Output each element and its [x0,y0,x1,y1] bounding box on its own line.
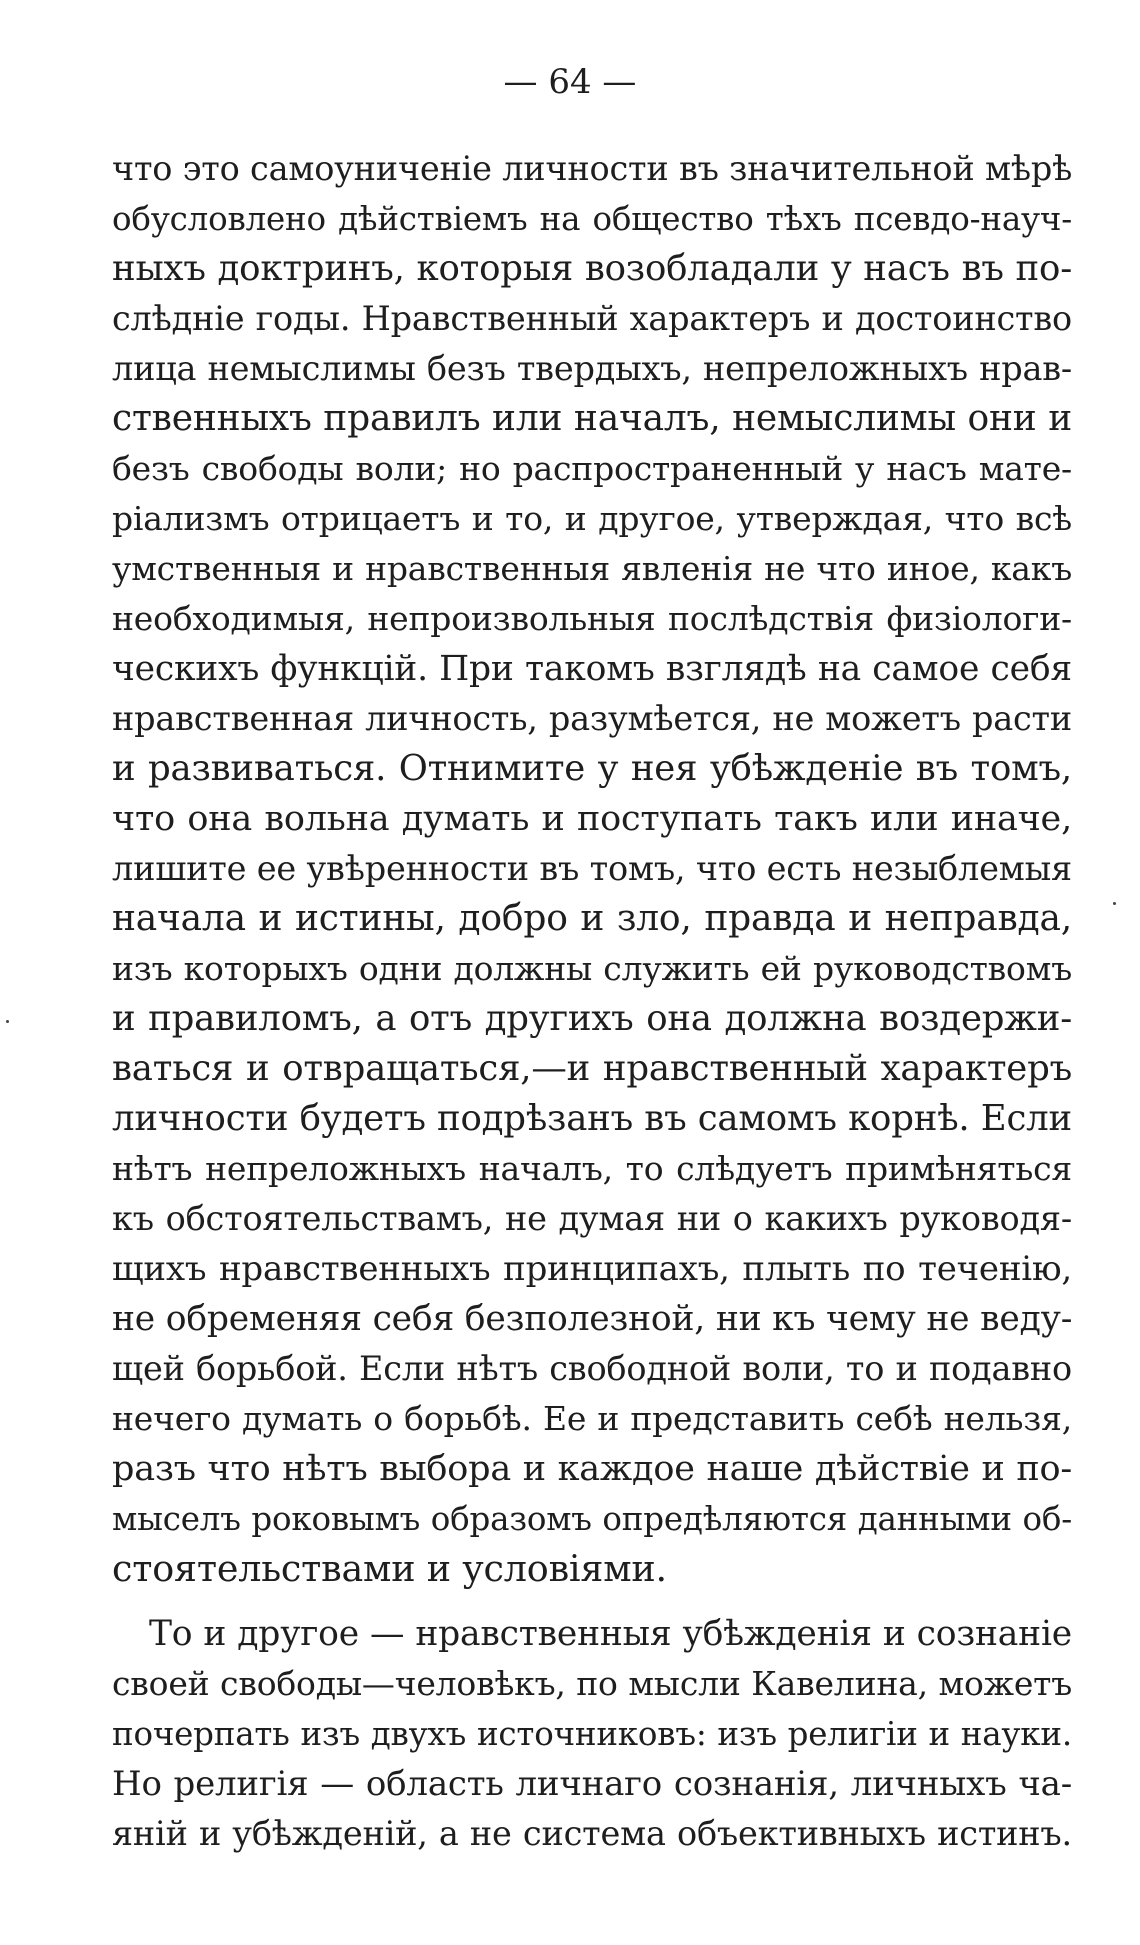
text-line: щей борьбой. Если нѣтъ свободной воли, то и подавно [112,1349,1072,1388]
text-line: почерпать изъ двухъ источниковъ: изъ религіи и науки. [112,1715,1072,1753]
text-line: разъ что нѣтъ выбора и каждое наше дѣйствіе и по- [112,1449,1072,1489]
text-line: ческихъ функцій. При такомъ взглядѣ на самое себя [112,649,1072,689]
text-line: То и другое — нравственныя убѣжденія и сознаніе [149,1614,1072,1654]
text-line: что это самоуниченіе личности въ значительной мѣрѣ [112,149,1072,188]
text-line: начала и истины, добро и зло, правда и неправда, [112,898,1072,939]
text-line: нечего думать о борьбѣ. Ее и представить себѣ нельзя, [112,1399,1072,1438]
scan-speck [6,1020,9,1023]
text-line: обусловлено дѣйствіемъ на общество тѣхъ псевдо-науч- [112,200,1072,238]
text-line: что она вольна думать и поступать такъ или иначе, [112,799,1072,839]
text-line: стоятельствами и условіями. [112,1547,667,1590]
text-line: яній и убѣжденій, а не система объективныхъ истинъ. [112,1814,1072,1853]
text-line: и правиломъ, а отъ другихъ она должна воздержи- [112,998,1072,1039]
text-line: нѣтъ непреложныхъ началъ, то слѣдуетъ примѣняться [112,1149,1072,1188]
text-line: мыселъ роковымъ образомъ опредѣляются данными об- [112,1500,1072,1538]
text-line: нравственная личность, разумѣется, не можетъ расти [112,699,1072,738]
text-line: ваться и отвращаться,—и нравственный характеръ [112,1048,1072,1089]
text-line: своей свободы—человѣкъ, по мысли Кавелина, можетъ [112,1664,1072,1703]
text-line: слѣдніе годы. Нравственный характеръ и достоинство [112,299,1072,338]
text-line: и развиваться. Отнимите у нея убѣжденіе въ томъ, [112,748,1072,789]
paragraph-2 [112,1609,1072,1859]
text-line: ственныхъ правилъ или началъ, немыслимы они и [112,398,1072,439]
text-line: не обременяя себя безполезной, ни къ чему не веду- [112,1299,1072,1339]
text-line: щихъ нравственныхъ принципахъ, плыть по теченію, [112,1249,1072,1289]
text-line: безъ свободы воли; но распространенный у насъ мате- [112,449,1072,488]
paragraph-1 [112,144,1072,1594]
scan-speck [1113,902,1116,905]
text-line: лица немыслимы безъ твердыхъ, непреложныхъ нрав- [112,349,1072,388]
text-line: необходимыя, непроизвольныя послѣдствія физіологи- [112,599,1072,638]
text-line: личности будетъ подрѣзанъ въ самомъ корнѣ. Если [112,1098,1072,1139]
page-number: — 64 — [503,62,637,102]
text-line: ріализмъ отрицаетъ и то, и другое, утверждая, что всѣ [112,499,1072,538]
text-line: умственныя и нравственныя явленія не что иное, какъ [112,549,1072,588]
text-line: къ обстоятельствамъ, не думая ни о какихъ руководя- [112,1199,1072,1238]
text-line: ныхъ доктринъ, которыя возобладали у насъ въ по- [112,248,1072,289]
text-line: лишите ее увѣренности въ томъ, что есть незыблемыя [112,849,1072,888]
text-line: Но религія — область личнаго сознанія, личныхъ ча- [112,1764,1072,1804]
text-line: изъ которыхъ одни должны служить ей руководствомъ [112,949,1072,988]
